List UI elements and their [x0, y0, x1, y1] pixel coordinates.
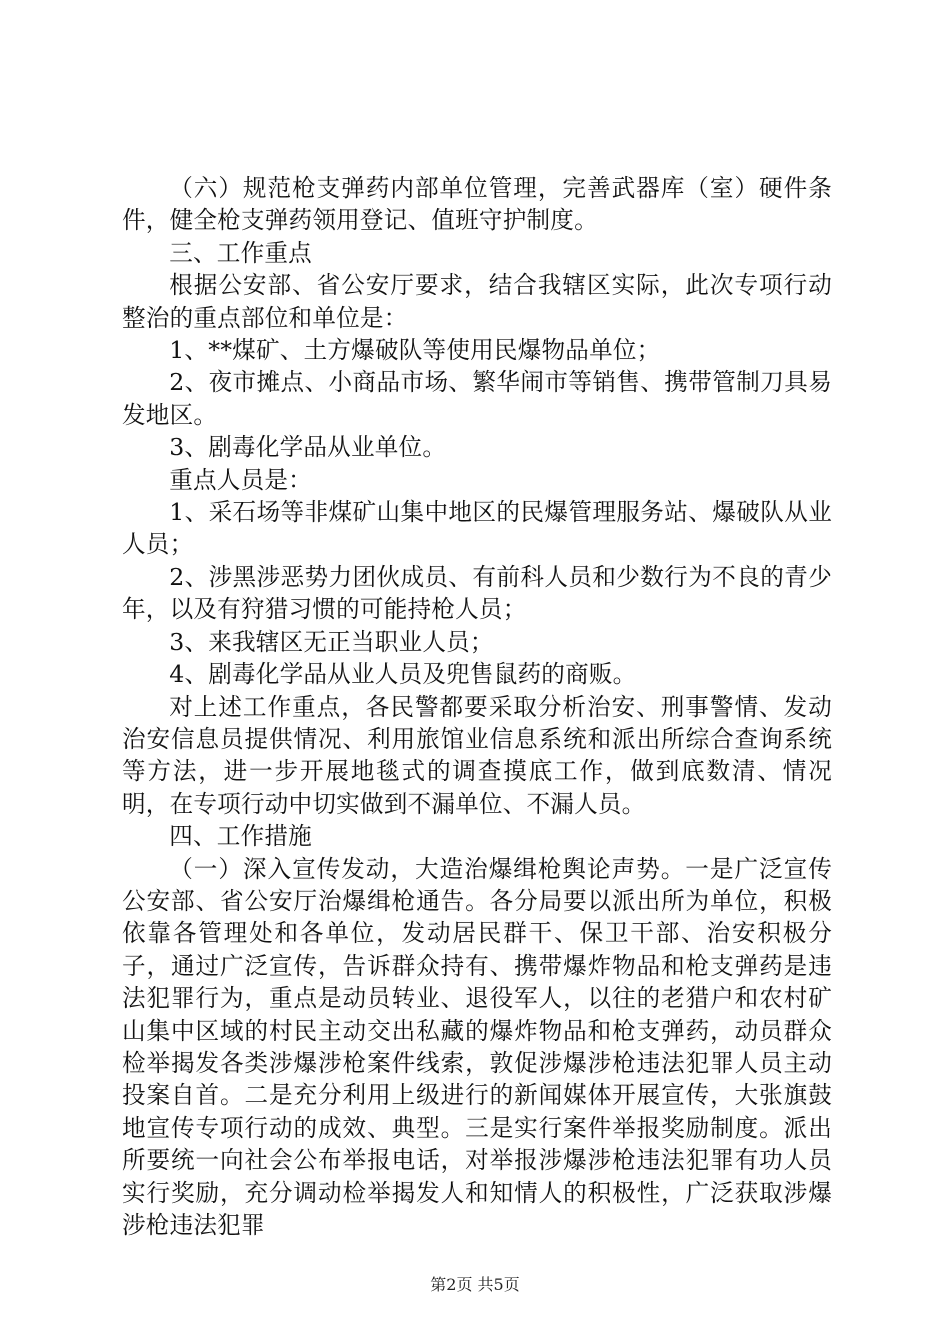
heading-work-focus: 三、工作重点 — [169, 238, 312, 267]
list-item-person-3: 3、来我辖区无正当职业人员； — [169, 627, 494, 656]
list-item-person-4: 4、剧毒化学品从业人员及兜售鼠药的商贩。 — [169, 660, 637, 689]
heading-work-measures: 四、工作措施 — [169, 822, 312, 851]
paragraph-weapons-management: （六）规范枪支弹药内部单位管理，完善武器库（室）硬件条件，健全枪支弹药领用登记、值班守护制度。 — [122, 174, 832, 235]
paragraph-focus-persons-intro: 重点人员是： — [169, 465, 312, 494]
paragraph-publicity: （一）深入宣传发动，大造治爆缉枪舆论声势。一是广泛宣传公安部、省公安厅治爆缉枪通告。各分局要以派出所为单位，积极依靠各管理处和各单位，发动居民群干、保卫干部、治安积极分子，通过广泛宣传，告诉群众持有、携带爆炸物品和枪支弹药是违法犯罪行为，重点是动员转业、退役军人，以往的老猎户和农村矿山集中区域的村民主动交出私藏的爆炸物品和枪支弹药，动员群众检举揭发各类涉爆涉枪案件线索，敦促涉爆涉枪违法犯罪人员主动投案自首。二是充分利用上级进行的新闻媒体开展宣传，大张旗鼓地宣传专项行动的成效、典型。三是实行案件举报奖励制度。派出所要统一向社会公布举报电话，对举报涉爆涉枪违法犯罪有功人员实行奖励，充分调动检举揭发人和知情人的积极性，广泛获取涉爆涉枪违法犯罪 — [122, 854, 832, 1239]
list-item-person-2: 2、涉黑涉恶势力团伙成员、有前科人员和少数行为不良的青少年，以及有狩猎习惯的可能持枪人员； — [122, 562, 832, 624]
list-item-unit-1: 1、**煤矿、土方爆破队等使用民爆物品单位； — [169, 336, 661, 365]
paragraph-focus-units-intro: 根据公安部、省公安厅要求，结合我辖区实际，此次专项行动整治的重点部位和单位是： — [122, 271, 832, 332]
paragraph-investigation: 对上述工作重点，各民警都要采取分析治安、刑事警情、发动治安信息员提供情况、利用旅馆业信息系统和派出所综合查询系统等方法，进一步开展地毯式的调查摸底工作，做到底数清、情况明，在专项行动中切实做到不漏单位、不漏人员。 — [122, 692, 832, 818]
list-item-person-1: 1、采石场等非煤矿山集中地区的民爆管理服务站、爆破队从业人员； — [122, 498, 832, 559]
list-item-unit-3: 3、剧毒化学品从业单位。 — [169, 433, 447, 462]
list-item-unit-2: 2、夜市摊点、小商品市场、繁华闹市等销售、携带管制刀具易发地区。 — [122, 368, 832, 429]
document-body — [122, 172, 832, 1241]
page-number-footer: 第2页 共5页 — [430, 1275, 520, 1294]
